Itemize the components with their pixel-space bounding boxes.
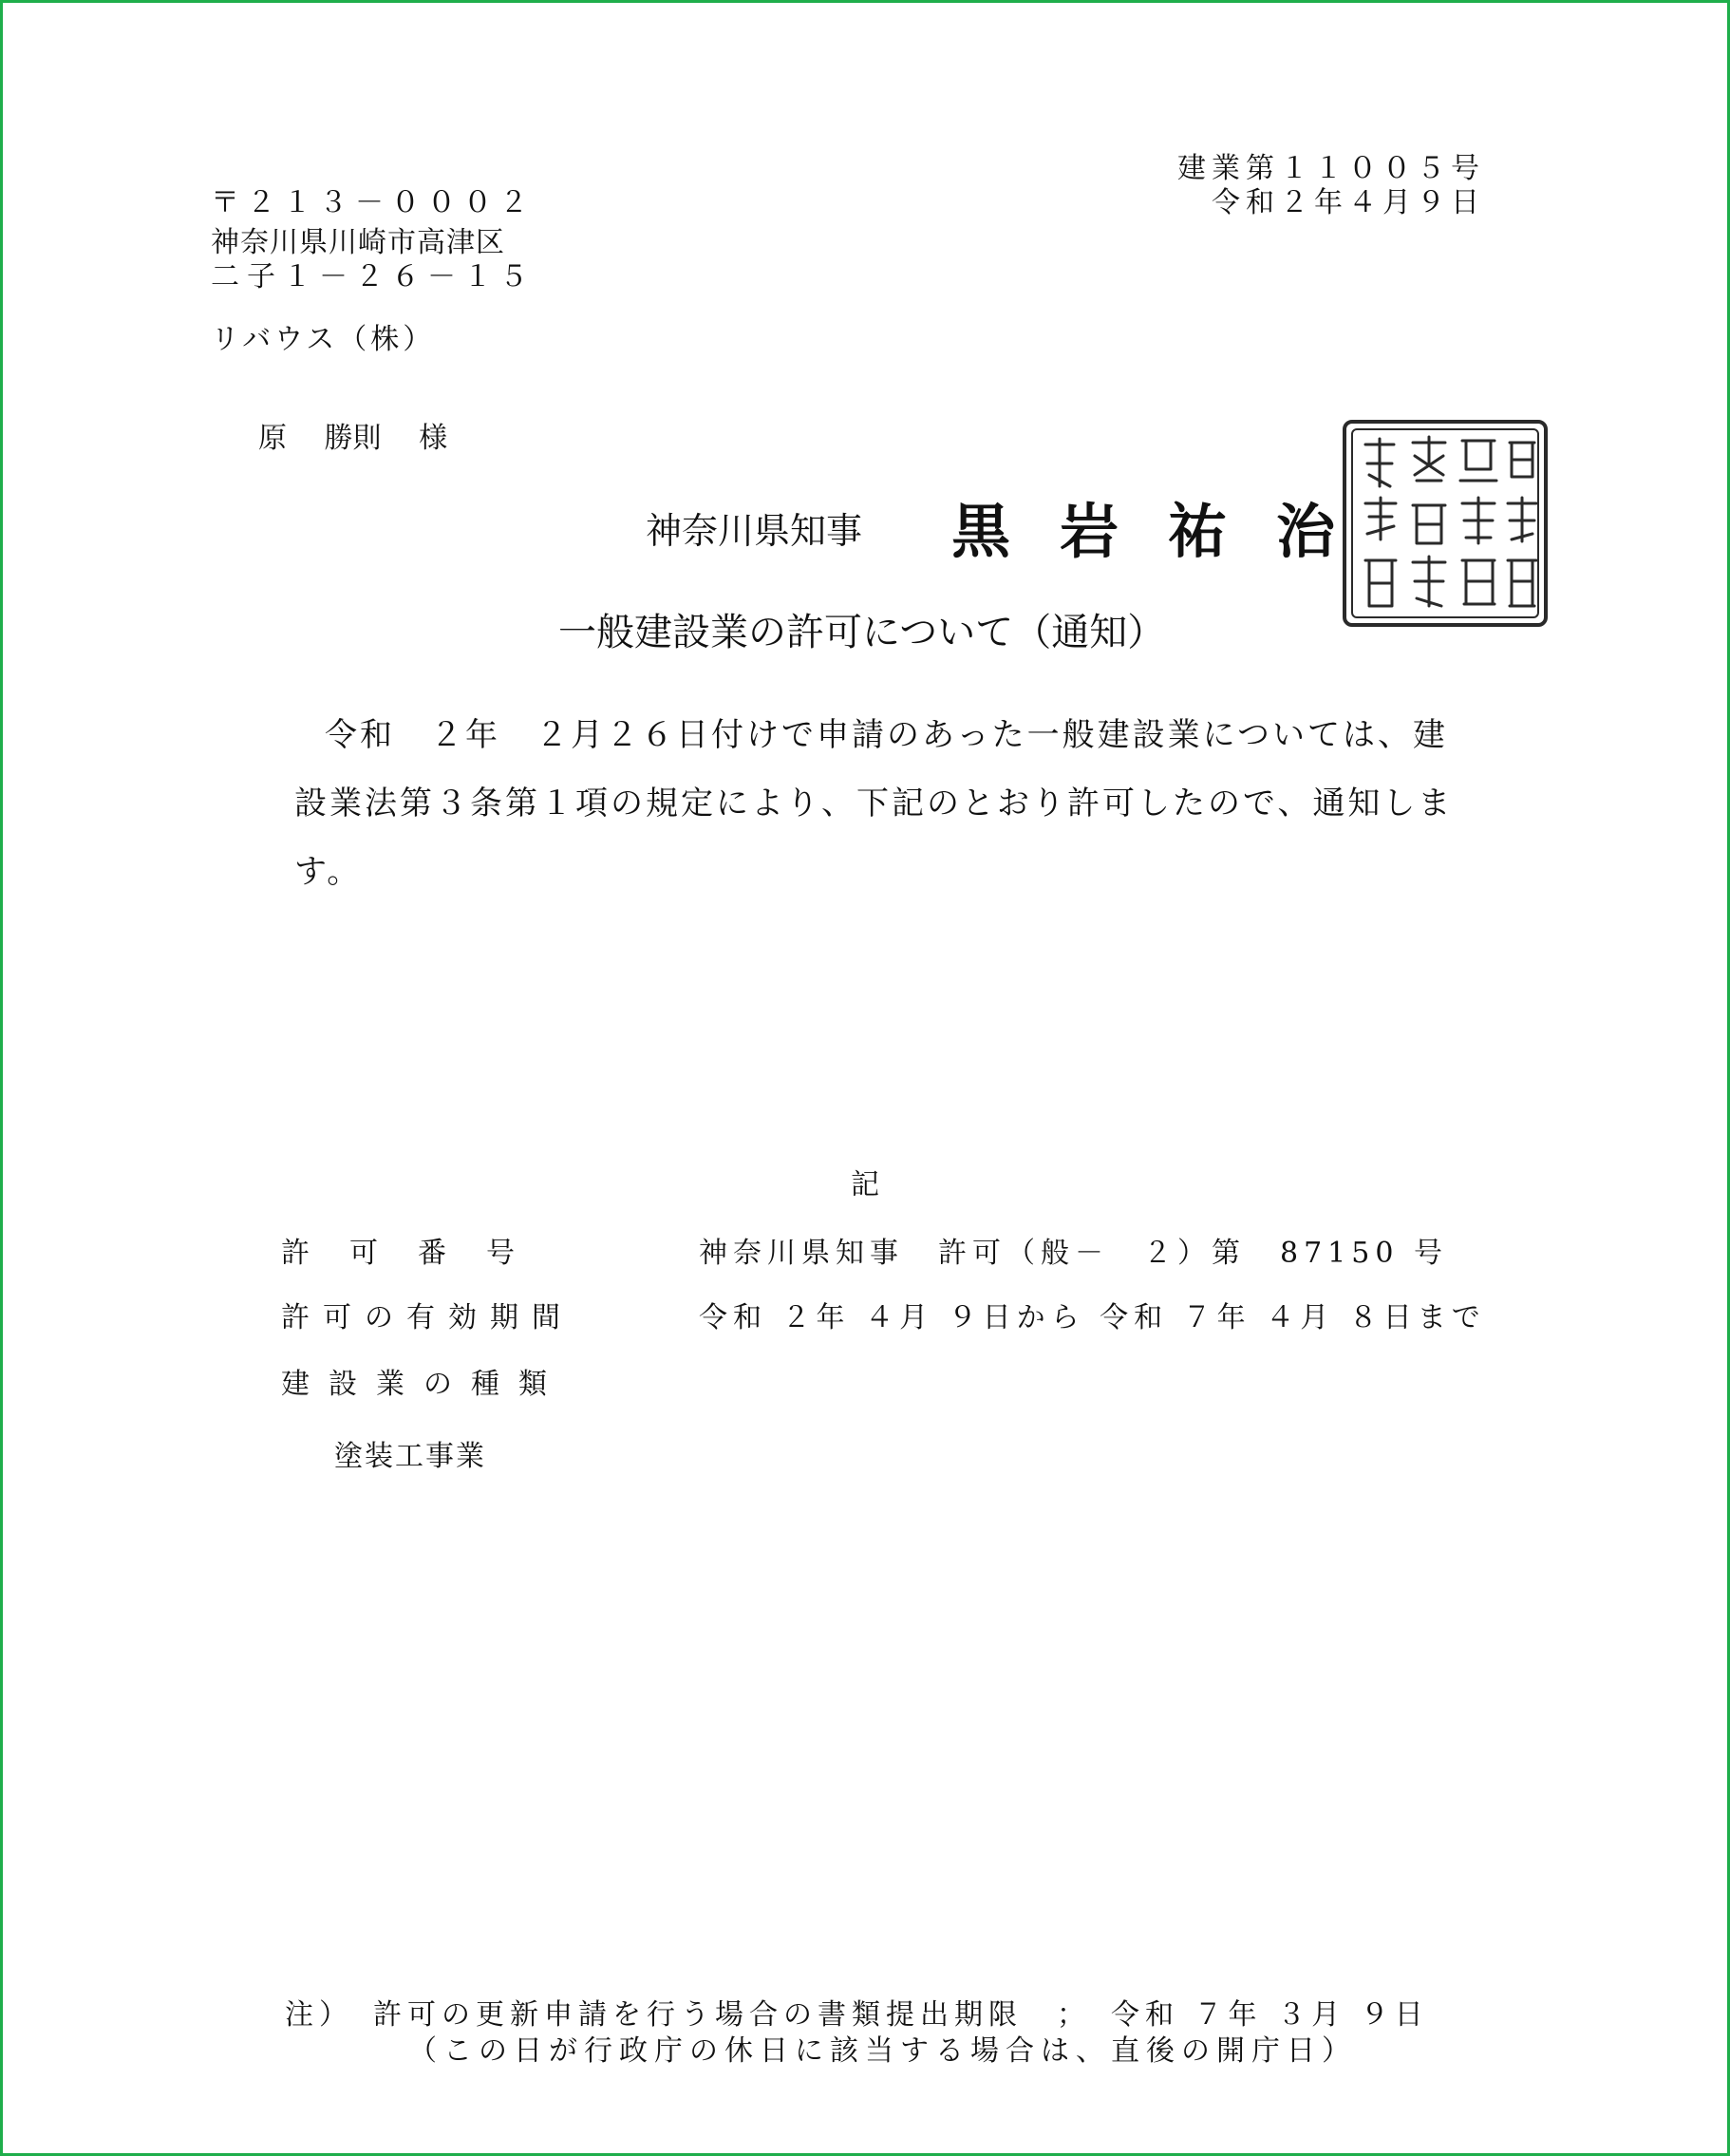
issuer-name: 黒岩祐治 [951, 497, 1385, 566]
notice-number: 建業第１１００５号 [1177, 152, 1485, 185]
record-heading: 記 [851, 1168, 879, 1201]
recipient-name [258, 414, 476, 456]
seal-graphic [1341, 418, 1550, 629]
work-type: 塗装工事業 [334, 1440, 486, 1473]
company-name: リバウス（株） [211, 323, 436, 356]
official-seal [1341, 418, 1550, 629]
recipient-family-name: 原 [258, 422, 287, 455]
permit-number-value: 神奈川県知事 許可（般－ ２）第 87150 号 [699, 1237, 1448, 1270]
issuer-title: 神奈川県知事 [646, 510, 863, 552]
recipient-given-name: 勝則 [324, 422, 382, 455]
construction-type-label: 建設業の種類 [281, 1368, 566, 1401]
holiday-note: （この日が行政庁の休日に該当する場合は、直後の開庁日） [408, 2034, 1357, 2068]
document-subject: 一般建設業の許可について（通知） [558, 611, 1166, 654]
notice-date: 令和２年４月９日 [1212, 186, 1485, 219]
renewal-deadline-note: 注） 許可の更新申請を行う場合の書類提出期限 ； 令和 ７年 ３月 ９日 [285, 1998, 1429, 2032]
postal-code: 〒２１３－０００２ [211, 186, 536, 219]
validity-period-label: 許可の有効期間 [281, 1301, 574, 1334]
validity-period-value: 令和 ２年 ４月 ９日から 令和 ７年 ４月 ８日まで [699, 1301, 1486, 1334]
body-paragraph: 令和 ２年 ２月２６日付けで申請のあった一般建設業については、建設業法第３条第１項の規定により、下記のとおり許可したので、通知します。 [294, 716, 1454, 891]
address-line-1: 神奈川県川崎市高津区 [211, 226, 505, 259]
recipient-honorific: 様 [419, 422, 448, 455]
address-line-2: 二子１－２６－１５ [211, 260, 536, 293]
permit-number-label: 許可番号 [281, 1237, 555, 1270]
